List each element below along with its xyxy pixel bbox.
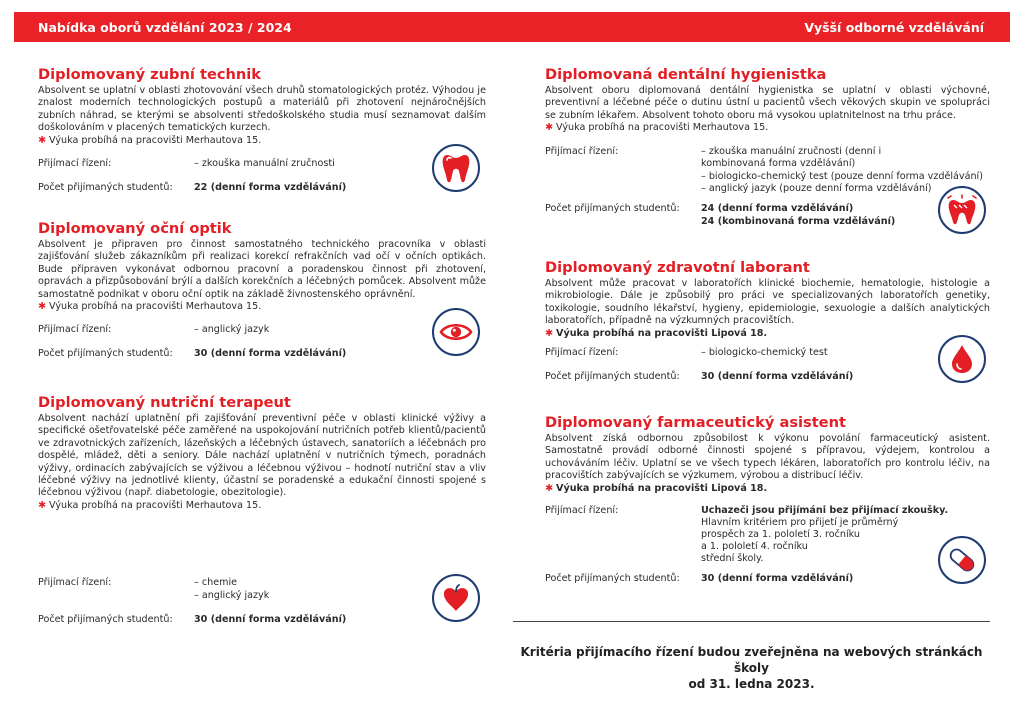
location-note: ✱ Výuka probíhá na pracovišti Merhautova 15. (38, 499, 262, 511)
section-zubni-technik: Diplomovaný zubní technik Absolvent se uplatní v oblasti zhotovování všech druhů stomatologických protéz. Výhodou je znalost moderních technologických postupů a materiálů při zhotovení nejnáročnějších zubních náhrad, se kterými se absolventi středoškolského studia musí seznamovat dalším doškolováním v placených tematických kurzech. ✱ Výuka probíhá na pracovišti Merhautova 15. Přijímací řízení: – zkouška manuální zručnosti Počet přijímaných studentů: 22 (denní forma vzdělávání) (38, 66, 486, 193)
location-note: ✱ Výuka probíhá na pracovišti Merhautova 15. (38, 301, 262, 313)
asterisk-icon: ✱ (545, 482, 554, 494)
blood-drop-icon (938, 335, 986, 383)
section-nutricni-terapeut: Diplomovaný nutriční terapeut Absolvent nachází uplatnění při zajišťování preventivní péče v oblasti klinické výživy a specifické ošetřovatelské péče zaměřené na uspokojování nutričních potřeb klientů/pacientů ve zdravotnických zařízeních, lázeňských a léčebných ústavech, sanatoriích a léčebnách pro dospělé, mládež, děti a seniory. Dále nachází uplatnění v nutričních týmech, poradnách výživy, ordinacích zabývajících se výživou a léčebnou výživou – hodnotí nutriční stav a vliv léčebné výživy na jednotlivé klienty, účastní se poradenské a edukační činnosti spojené s léčebnou výživou (např. diabetologie, obezitologie). ✱ Výuka probíhá na pracovišti Merhautova 15. Přijímací řízení: – chemie – anglický jazyk Počet přijímaných studentů: 30 (denní forma vzdělávání) (38, 394, 486, 625)
tooth-sparkle-icon (938, 186, 986, 234)
section-dentalni-hygienistka: Diplomovaná dentální hygienistka Absolvent oboru diplomovaná dentální hygienistka se uplatní v oblasti výchovné, preventivní a léčebné péče o dutinu ústní u pacientů všech věkových skupin ve spolupráci se zubním lékařem. Absolvent tohoto oboru má vysokou uplatnitelnost na trhu práce. ✱ Výuka probíhá na pracovišti Merhautova 15. Přijímací řízení: – zkouška manuální zručnosti (denní i kombinovaná forma vzdělávání) – biologicko-chemický test (pouze denní forma vzdělávání) – anglický jazyk (pouze denní forma vzdělávání) Počet přijímaných studentů: 24 (denní forma vzdělávání) 24 (kombinovaná forma vzdělávání) (545, 66, 990, 135)
tooth-icon (432, 144, 480, 192)
pill-capsule-icon (938, 536, 986, 584)
asterisk-icon: ✱ (545, 122, 554, 134)
footer-divider (513, 621, 990, 622)
section-description: Absolvent je připraven pro činnost samostatného technického pracovníka v oblasti zajišťování služeb zákazníkům při realizaci korekcí refrakčních vad očí v očních optikách. Bude připraven vykonávat odbornou pracovní a poradenskou činnost při zhotovení, opravách a přizpůsobování brýlí a dalších korekčních a léčebných pomůcek. Absolvent může samostatně podnikat v oboru oční optik na základě živnostenského oprávnění. (38, 239, 486, 300)
location-note: ✱ Výuka probíhá na pracovišti Lipová 18. (545, 327, 768, 339)
header-title: Nabídka oborů vzdělání 2023 / 2024 (38, 19, 292, 35)
section-description: Absolvent oboru diplomovaná dentální hygienistka se uplatní v oblasti výchovné, preventivní a léčebné péče o dutinu ústní u pacientů všech věkových skupin ve spolupráci se zubním lékařem. Absolvent tohoto oboru má vysokou uplatnitelnost na trhu práce. (545, 85, 990, 121)
footer-line-1: Kritéria přijímacího řízení budou zveřejněna na webových stránkách školy (520, 645, 983, 675)
location-note: ✱ Výuka probíhá na pracovišti Lipová 18. (545, 482, 768, 494)
section-title: Diplomovaná dentální hygienistka (545, 66, 827, 83)
footer-line-2: od 31. ledna 2023. (688, 677, 815, 691)
asterisk-icon: ✱ (38, 134, 47, 146)
footer-note (513, 644, 990, 692)
section-farmaceuticky-asistent: Diplomovaný farmaceutický asistent Absolvent získá odbornou způsobilost k výkonu povolání farmaceutický asistent. Samostatně provádí odborné činnosti spojené s přípravou, výdejem, kontrolou a uchováváním léčiv. Uplatní se ve všech typech lékáren, laboratořích pro kontrolu léčiv, na pracovištích zabývajících se výzkumem, výrobou a distribucí léčiv. ✱ Výuka probíhá na pracovišti Lipová 18. Přijímací řízení: Uchazeči jsou přijímáni bez přijímací zkoušky. Hlavním kritériem pro přijetí je průměrný prospěch za 1. pololetí 3. ročníku a 1. pololetí 4. ročníku střední školy. Počet přijímaných studentů: 30 (denní forma vzdělávání) (545, 414, 990, 584)
section-ocni-optik: Diplomovaný oční optik Absolvent je připraven pro činnost samostatného technického pracovníka v oblasti zajišťování služeb zákazníkům při realizaci korekcí refrakčních vad očí v očních optikách. Bude připraven vykonávat odbornou pracovní a poradenskou činnost při zhotovení, opravách a přizpůsobování brýlí a dalších korekčních a léčebných pomůcek. Absolvent může samostatně podnikat v oboru oční optik na základě živnostenského oprávnění. ✱ Výuka probíhá na pracovišti Merhautova 15. Přijímací řízení: – anglický jazyk Počet přijímaných studentů: 30 (denní forma vzdělávání) (38, 220, 486, 359)
location-note: ✱ Výuka probíhá na pracovišti Merhautova 15. (545, 122, 769, 134)
asterisk-icon: ✱ (38, 301, 47, 313)
section-description: Absolvent může pracovat v laboratořích klinické biochemie, hematologie, histologie a mikrobiologie. Dále je způsobilý pro práci ve specializovaných laboratořích genetiky, toxikologie, soudního lékařství, hygieny, epidemiologie, sexuologie a dalších analytických laboratořích, případně na výzkumných pracovištích. (545, 278, 990, 327)
section-description: Absolvent získá odbornou způsobilost k výkonu povolání farmaceutický asistent. Samostatně provádí odborné činnosti spojené s přípravou, výdejem, kontrolou a uchováváním léčiv. Uplatní se ve všech typech lékáren, laboratořích pro kontrolu léčiv, na pracovištích zabývajících se výzkumem, výrobou a distribucí léčiv. (545, 433, 990, 482)
location-note: ✱ Výuka probíhá na pracovišti Merhautova 15. (38, 134, 262, 146)
asterisk-icon: ✱ (38, 499, 47, 511)
section-title: Diplomovaný zubní technik (38, 66, 261, 83)
section-title: Diplomovaný nutriční terapeut (38, 394, 291, 411)
section-title: Diplomovaný oční optik (38, 220, 232, 237)
section-title: Diplomovaný zdravotní laborant (545, 259, 810, 276)
section-title: Diplomovaný farmaceutický asistent (545, 414, 846, 431)
heart-apple-icon (432, 574, 480, 622)
header-bar (14, 12, 1010, 42)
header-category: Vyšší odborné vzdělávání (804, 19, 984, 35)
asterisk-icon: ✱ (545, 327, 554, 339)
section-zdravotni-laborant: Diplomovaný zdravotní laborant Absolvent může pracovat v laboratořích klinické biochemie, hematologie, histologie a mikrobiologie. Dále je způsobilý pro práci ve specializovaných laboratořích genetiky, toxikologie, soudního lékařství, hygieny, epidemiologie, sexuologie a dalších analytických laboratořích, případně na výzkumných pracovištích. ✱ Výuka probíhá na pracovišti Lipová 18. Přijímací řízení: – biologicko-chemický test Počet přijímaných studentů: 30 (denní forma vzdělávání) (545, 259, 990, 382)
section-description: Absolvent nachází uplatnění při zajišťování preventivní péče v oblasti klinické výživy a specifické ošetřovatelské péče zaměřené na uspokojování nutričních potřeb klientů/pacientů ve zdravotnických zařízeních, lázeňských a léčebných ústavech, sanatoriích a léčebnách pro dospělé, mládež, děti a seniory. Dále nachází uplatnění v nutričních týmech, poradnách výživy, ordinacích zabývajících se výživou a léčebnou výživou – hodnotí nutriční stav a vliv léčebné výživy na jednotlivé klienty, účastní se poradenské a edukační činnosti spojené s léčebnou výživou (např. diabetologie, obezitologie). (38, 413, 486, 499)
eye-icon (432, 308, 480, 356)
section-description: Absolvent se uplatní v oblasti zhotovování všech druhů stomatologických protéz. Výhodou je znalost moderních technologických postupů a materiálů při zhotovení nejnáročnějších zubních náhrad, se kterými se absolventi středoškolského studia musí seznamovat dalším doškolováním v placených tematických kurzech. (38, 85, 486, 134)
